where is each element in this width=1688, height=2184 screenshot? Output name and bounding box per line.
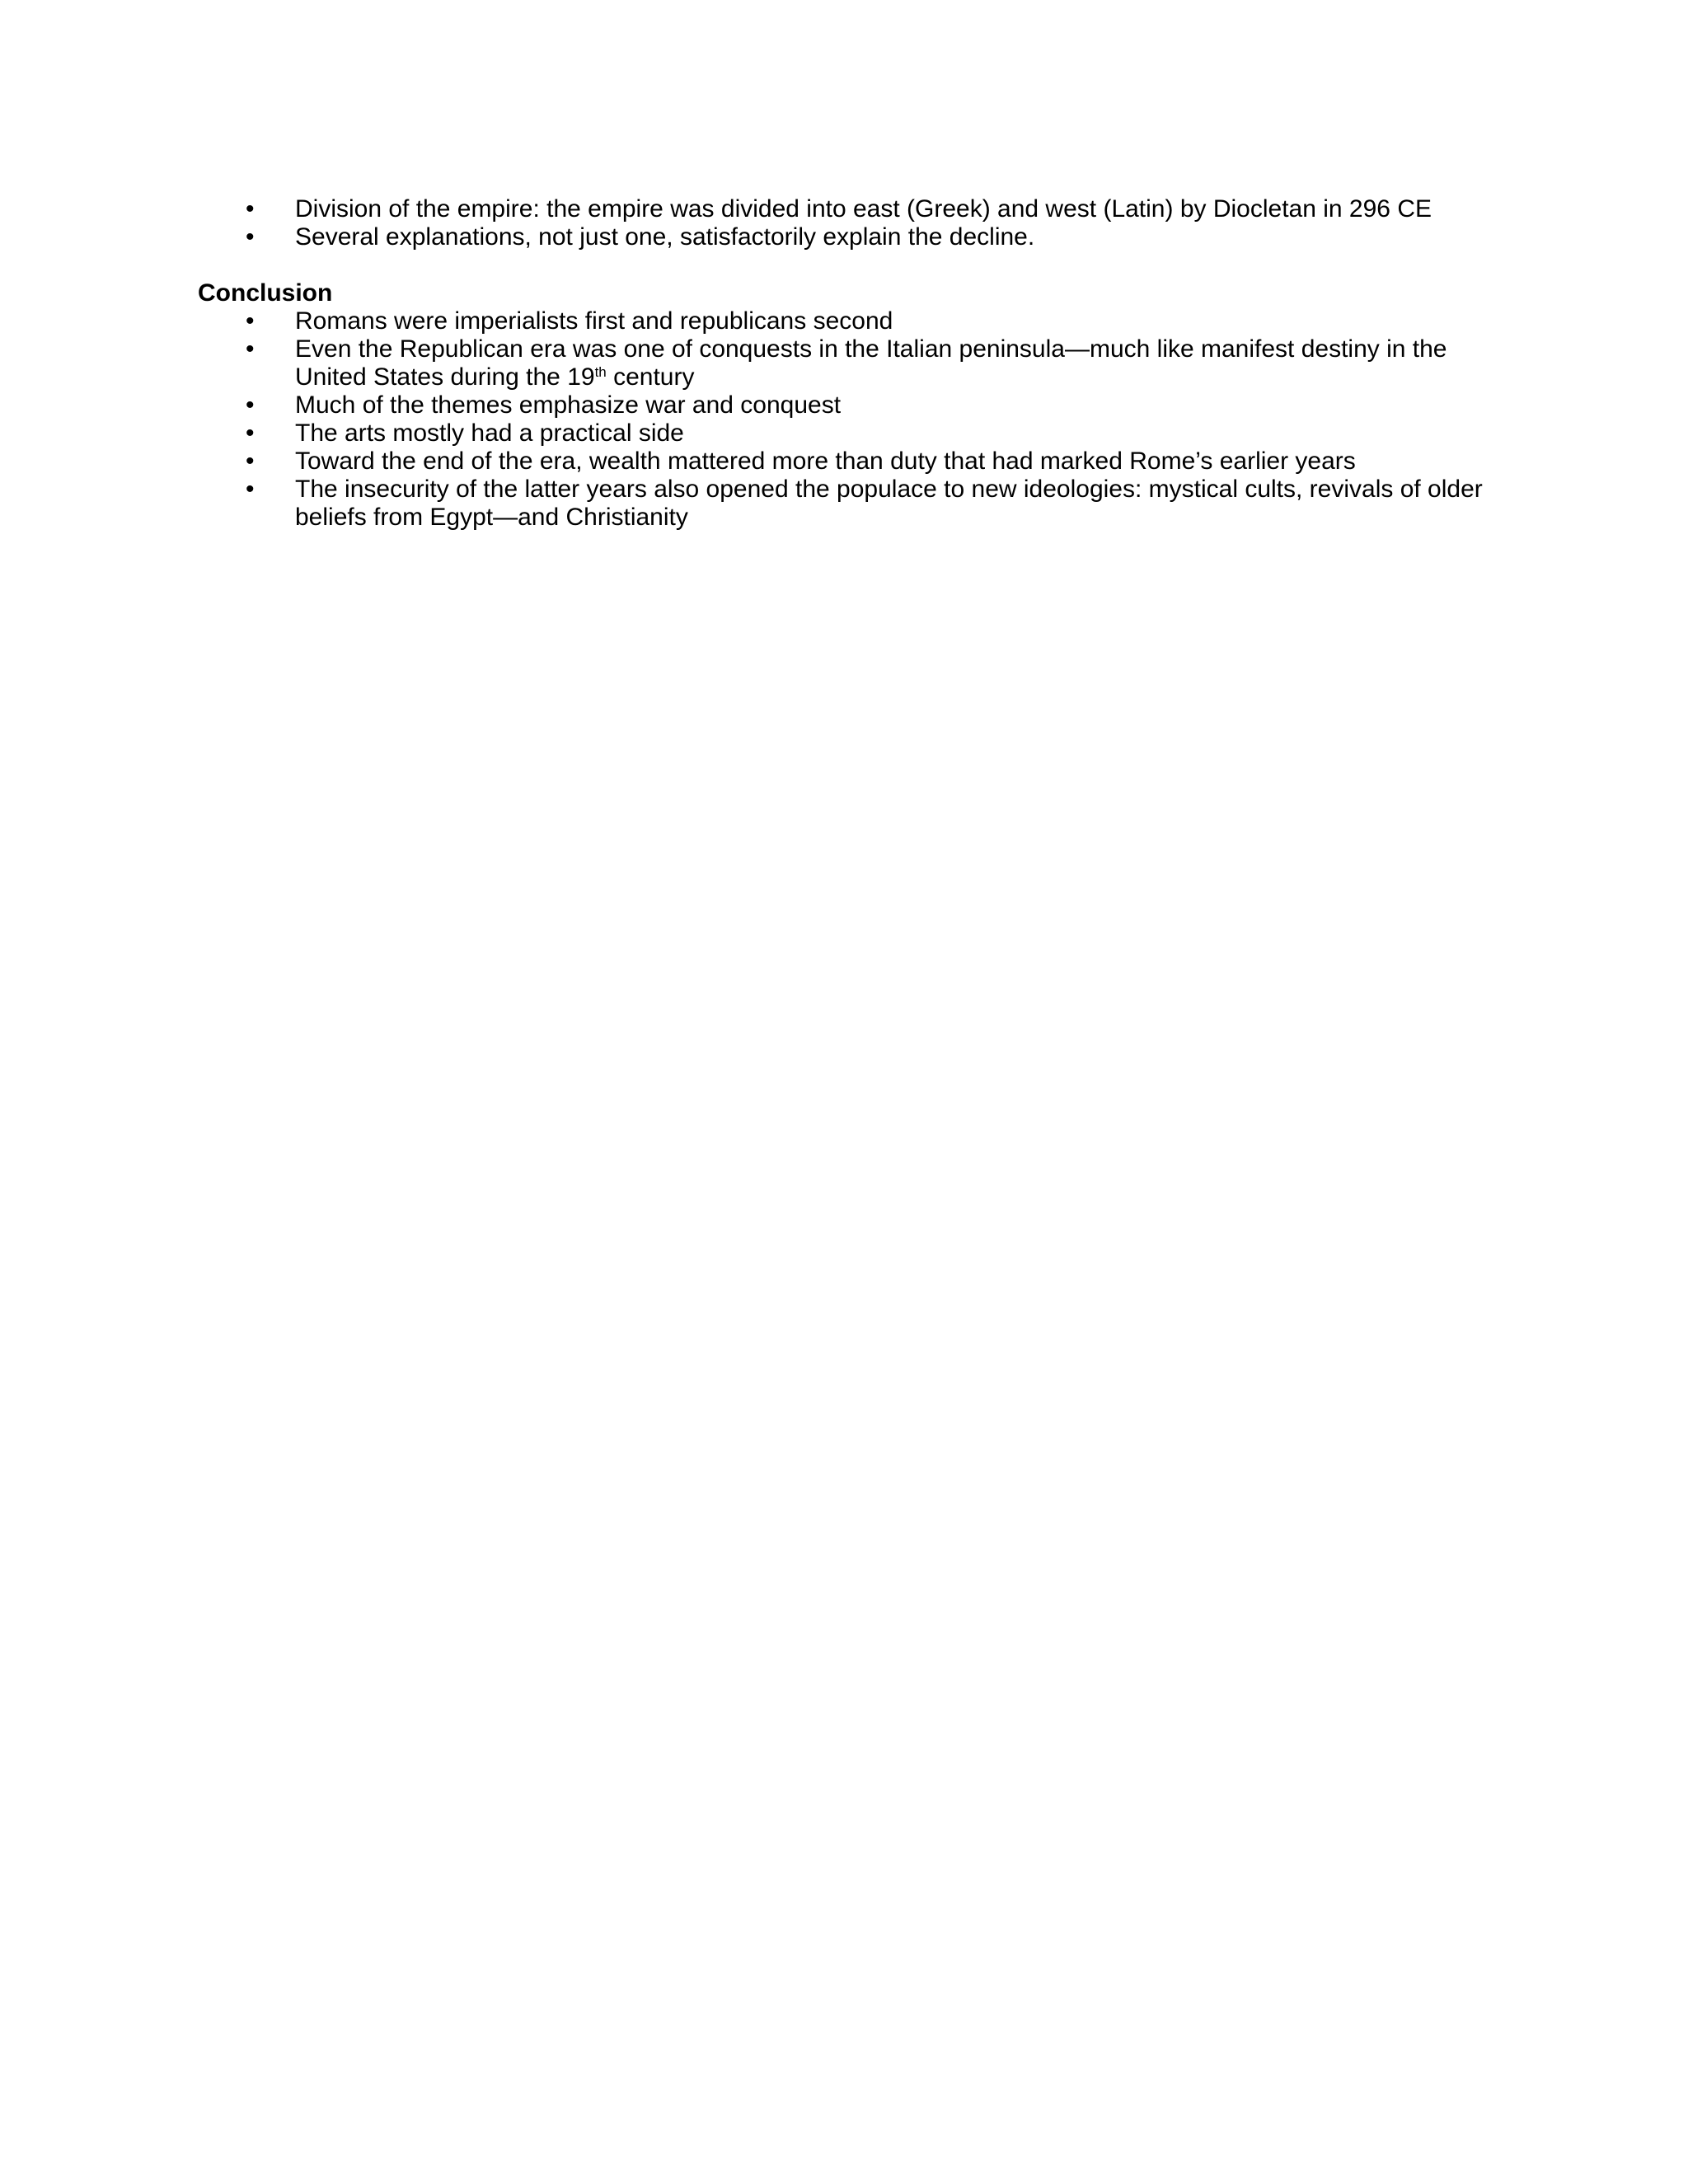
document-body <box>198 195 1484 532</box>
list-item <box>198 391 1484 419</box>
bullet-icon: • <box>246 391 255 419</box>
list-item-text: Toward the end of the era, wealth mattered more than duty that had marked Rome’s earlier years <box>295 448 1356 475</box>
list-item-text: The insecurity of the latter years also opened the populace to new ideologies: mystical cults, revivals of older beliefs from Egypt—and Christianity <box>295 476 1483 531</box>
bullet-icon: • <box>246 195 255 223</box>
list-item-text: Much of the themes emphasize war and conquest <box>295 391 842 419</box>
list-item-text-part: Even the Republican era was one of conquests in the Italian peninsula—much like manifest destiny in the United States during the 19 <box>295 335 1447 391</box>
list-item-text <box>295 335 1447 391</box>
list-item <box>198 195 1484 223</box>
bullet-icon: • <box>246 307 255 335</box>
bullet-icon: • <box>246 419 255 447</box>
bullet-icon: • <box>246 223 255 251</box>
list-item-text: The arts mostly had a practical side <box>295 419 684 447</box>
conclusion-bullet-list <box>198 307 1484 532</box>
list-item-text: Division of the empire: the empire was divided into east (Greek) and west (Latin) by Diocletan in 296 CE <box>295 195 1432 223</box>
list-item <box>198 223 1484 251</box>
bullet-icon: • <box>246 335 255 363</box>
list-item <box>198 476 1484 532</box>
list-item <box>198 419 1484 448</box>
list-item <box>198 448 1484 476</box>
bullet-icon: • <box>246 476 255 503</box>
list-item-text: Several explanations, not just one, satisfactorily explain the decline. <box>295 223 1035 251</box>
list-item-text-part: century <box>606 363 695 391</box>
list-item <box>198 335 1484 391</box>
list-item <box>198 307 1484 335</box>
list-item-text: Romans were imperialists first and republicans second <box>295 307 893 335</box>
bullet-icon: • <box>246 448 255 475</box>
ordinal-superscript: th <box>594 364 607 380</box>
section-heading-conclusion: Conclusion <box>198 279 333 307</box>
intro-bullet-list <box>198 195 1484 251</box>
